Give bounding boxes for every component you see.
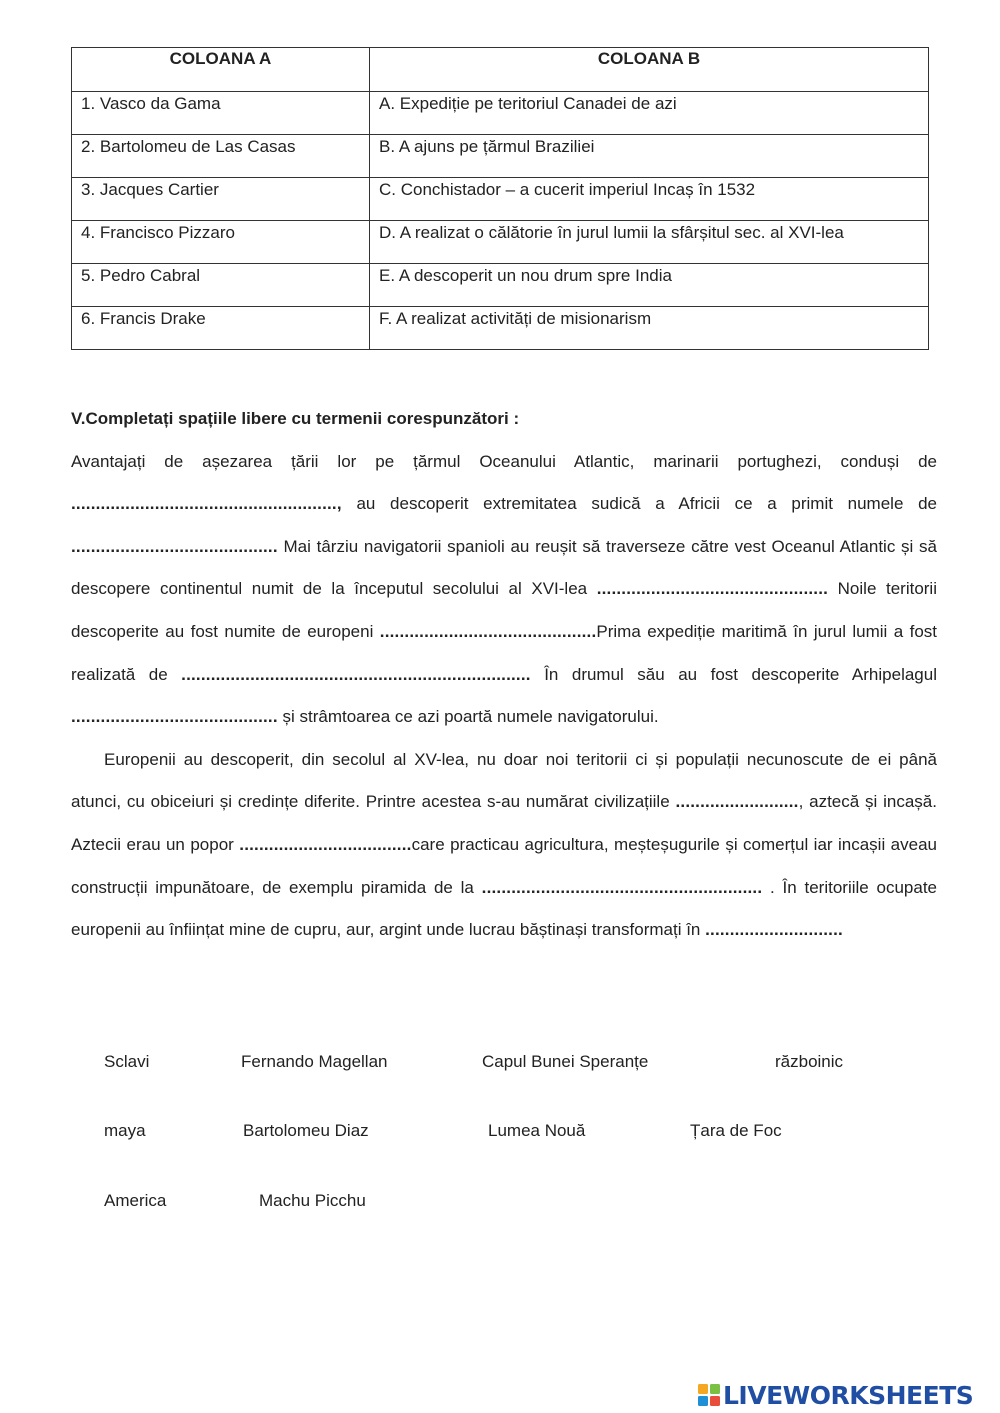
word-bank-item[interactable]: Machu Picchu [259, 1191, 366, 1210]
text-segment: Noile teritorii descoperite au fost numite de europeni [71, 579, 937, 641]
column-a-cell: 3. Jacques Cartier [72, 178, 370, 221]
blank-field[interactable]: ................................... [239, 834, 412, 854]
word-bank-item[interactable]: Țara de Foc [690, 1121, 782, 1140]
column-b-cell: C. Conchistador – a cucerit imperiul Incaș în 1532 [370, 178, 929, 221]
paragraph-2 [71, 739, 937, 952]
blank-field[interactable]: ............................................ [379, 621, 597, 641]
text-segment: În drumul său au fost descoperite Arhipelagul [530, 664, 937, 684]
column-b-cell: D. A realizat o călătorie în jurul lumii la sfârșitul sec. al XVI-lea [370, 221, 929, 264]
exercise-heading: V.Completați spațiile libere cu termenii corespunzători : [71, 409, 520, 428]
table-row [72, 135, 929, 178]
word-bank-item[interactable]: Capul Bunei Speranțe [482, 1052, 649, 1071]
table-row [72, 264, 929, 307]
column-a-cell: 5. Pedro Cabral [72, 264, 370, 307]
column-a-cell: 1. Vasco da Gama [72, 92, 370, 135]
matching-table [71, 47, 929, 350]
column-b-header: COLOANA B [370, 48, 929, 92]
column-a-header: COLOANA A [72, 48, 370, 92]
text-segment: care practicau agricultura, meșteșugurile și comerțul iar incașii aveau construcții impunătoare, de exemplu piramida de la [71, 834, 937, 897]
word-bank-item[interactable]: maya [104, 1121, 146, 1140]
table-row [72, 92, 929, 135]
blank-field[interactable]: ......................... [675, 792, 799, 812]
column-a-cell: 4. Francisco Pizzaro [72, 221, 370, 264]
word-bank-item[interactable]: Fernando Magellan [241, 1052, 388, 1071]
blank-field[interactable]: .......................................... [71, 536, 278, 556]
word-bank-item[interactable]: America [104, 1191, 167, 1210]
blank-field[interactable]: ............................ [705, 920, 843, 940]
word-bank-item[interactable]: războinic [775, 1052, 844, 1071]
text-segment: . În teritoriile ocupate europenii au înființat mine de cupru, aur, argint unde lucrau băștinași transformați în [71, 877, 937, 940]
blank-field[interactable]: ............................................... [596, 579, 829, 599]
text-segment: au descoperit extremitatea sudică a Africii ce a primit numele de [341, 494, 937, 514]
text-segment: Europenii au descoperit, din secolul al XV-lea, nu doar noi teritorii ci și populații necunoscute de ei până atunci, cu obiceiuri și credințe diferite. Printre acestea s-au numărat civilizațiile [71, 749, 937, 812]
logo-text: LIVEWORKSHEETS [723, 1380, 974, 1410]
word-bank-item[interactable]: Bartolomeu Diaz [243, 1121, 369, 1140]
paragraph-1 [71, 441, 937, 739]
text-segment: , aztecă și incașă. Aztecii erau un popor [71, 792, 937, 854]
column-b-cell: A. Expediție pe teritoriul Canadei de azi [370, 92, 929, 135]
word-bank-item[interactable]: Sclavi [104, 1052, 150, 1071]
column-b-cell: E. A descoperit un nou drum spre India [370, 264, 929, 307]
text-segment: și strâmtoarea ce azi poartă numele navigatorului. [277, 707, 659, 727]
text-segment: Mai târziu navigatorii spanioli au reușit să traverseze către vest Oceanul Atlantic și să descopere continentul numit de la începutul secolului al XVI-lea [71, 536, 937, 599]
table-row [72, 307, 929, 350]
blank-field[interactable]: ......................................................, [71, 494, 342, 514]
table-header-row [72, 48, 929, 92]
fill-in-exercise [71, 398, 937, 952]
blank-field[interactable]: .......................................... [71, 707, 278, 727]
column-a-cell: 6. Francis Drake [72, 307, 370, 350]
table-row [72, 178, 929, 221]
text-segment: Avantajați de așezarea țării lor pe țărmul Oceanului Atlantic, marinarii portughezi, conduși de [71, 451, 937, 471]
word-bank-item[interactable]: Lumea Nouă [488, 1121, 586, 1140]
column-a-cell: 2. Bartolomeu de Las Casas [72, 135, 370, 178]
liveworksheets-logo-icon [698, 1384, 720, 1406]
text-segment: Prima expediție maritimă în jurul lumii a fost realizată de [71, 621, 938, 684]
column-b-cell: F. A realizat activități de misionarism [370, 307, 929, 350]
column-b-cell: B. A ajuns pe țărmul Braziliei [370, 135, 929, 178]
blank-field[interactable]: ....................................................................... [181, 664, 531, 684]
blank-field[interactable]: ......................................................... [481, 877, 763, 897]
liveworksheets-logo [698, 1381, 973, 1409]
table-row [72, 221, 929, 264]
